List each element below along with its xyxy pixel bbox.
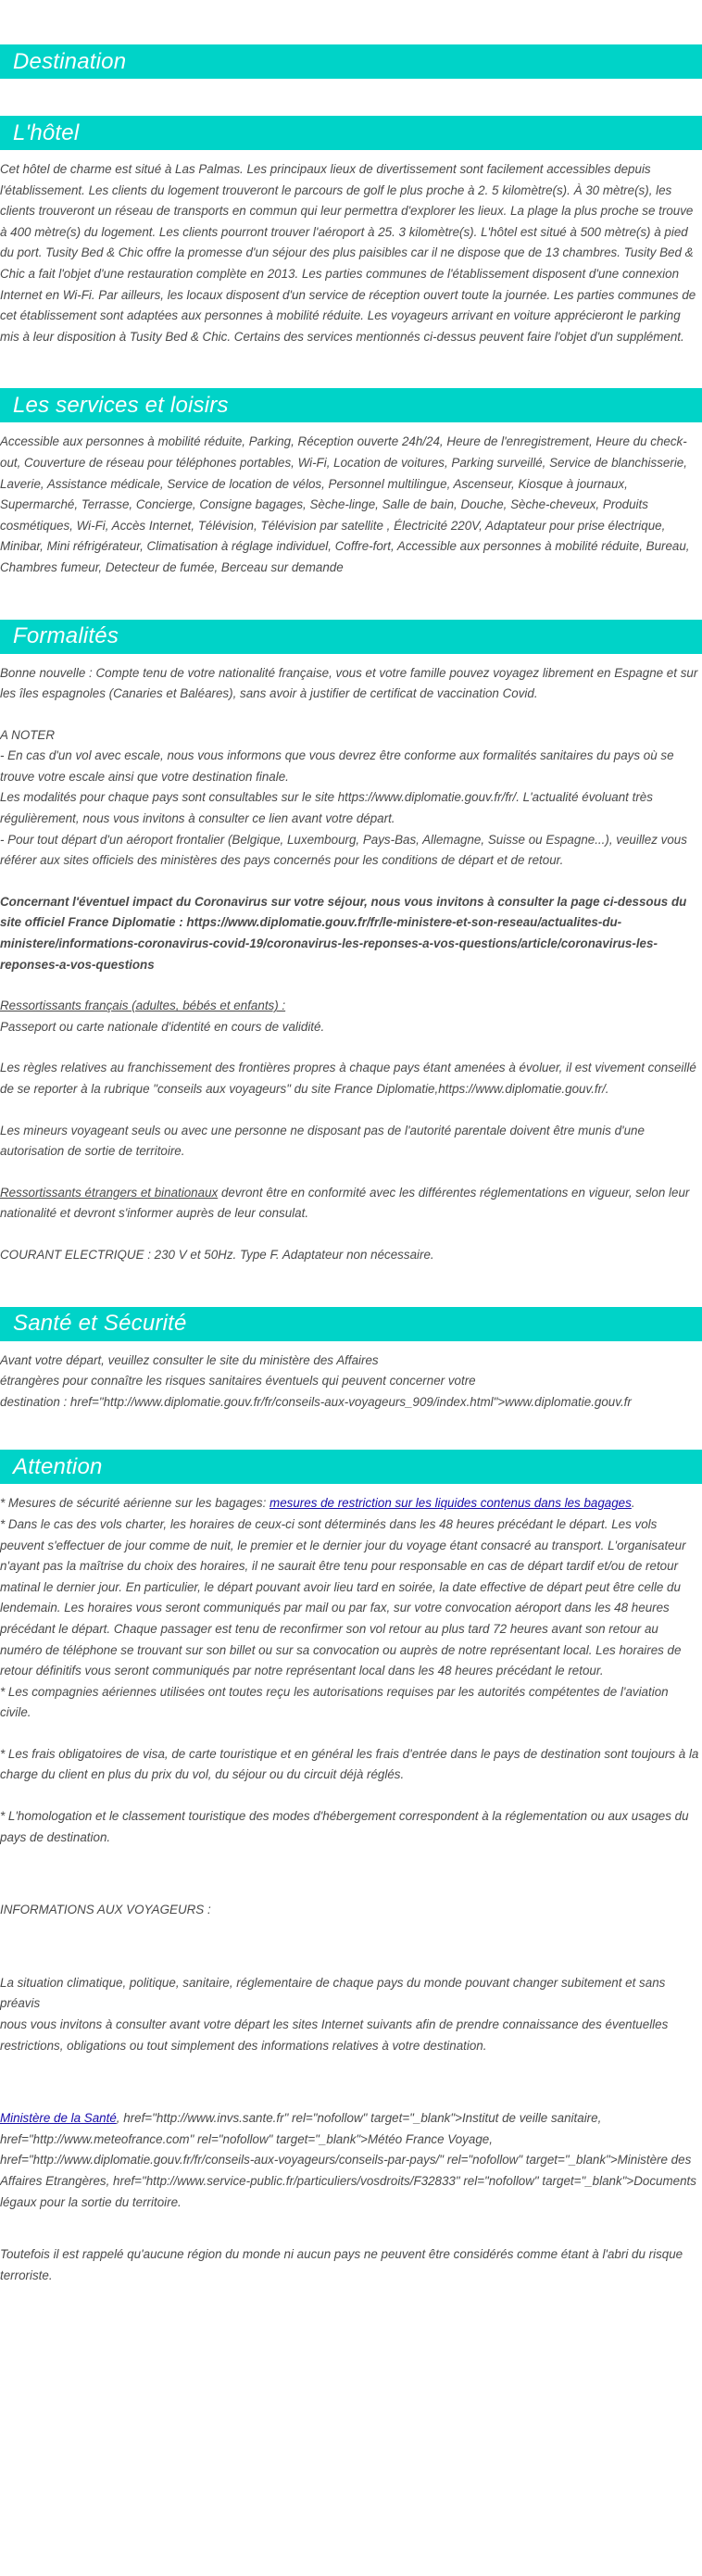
- section-title: L'hôtel: [13, 119, 80, 145]
- a-noter-heading: A NOTER: [0, 727, 56, 742]
- attention-body: [0, 1484, 702, 2286]
- sante-line-2: étrangères pour connaître les risques sanitaires éventuels qui peuvent concerner votre: [0, 1374, 476, 1389]
- french-nationals-text: Passeport ou carte nationale d'identité en cours de validité.: [0, 1019, 325, 1034]
- section-title: Formalités: [13, 623, 119, 648]
- section-hotel: [0, 116, 702, 347]
- electric-current: COURANT ELECTRIQUE : 230 V et 50Hz. Type F. Adaptateur non nécessaire.: [0, 1247, 434, 1262]
- formalites-intro: Bonne nouvelle : Compte tenu de votre nationalité française, vous et votre famille pouvez voyagez librement en Espagne et sur les îles espagnoles (Canaries et Baléares), sans avoir à justifier de certificat de vaccination Covid.: [0, 665, 698, 701]
- visa-fees: * Les frais obligatoires de visa, de carte touristique et en général les frais d'entrée dans le pays de destination sont toujours à la charge du client en plus du prix du vol, du séjour ou du circuit déjà réglés.: [0, 1746, 699, 1782]
- situation-advice: nous vous invitons à consulter avant votre départ les sites Internet suivants afin de prendre connaissance des éventuelles restrictions, obligations ou tout simplement des informations relatives à votre destination.: [0, 2017, 669, 2053]
- section-formalites: [0, 620, 702, 1266]
- section-services: [0, 388, 702, 578]
- liquids-restriction-link[interactable]: mesures de restriction sur les liquides contenus dans les bagages: [270, 1496, 632, 1511]
- foreign-nationals: [0, 1183, 700, 1225]
- terrorism-warning: Toutefois il est rappelé qu'aucune région du monde ni aucun pays ne peuvent être considérés comme étant à l'abri du risque terroriste.: [0, 2247, 683, 2282]
- french-nationals-label: Ressortissants français (adultes, bébés et enfants) :: [0, 999, 286, 1013]
- security-measures-text: * Mesures de sécurité aérienne sur les bagages:: [0, 1496, 270, 1511]
- traveler-info-heading: INFORMATIONS AUX VOYAGEURS :: [0, 1903, 211, 1917]
- hotel-description: [0, 150, 702, 347]
- sante-line-3: destination : href="http://www.diplomatie.gouv.fr/fr/conseils-aux-voyageurs_909/index.html">www.diplomatie.gouv.fr: [0, 1394, 632, 1409]
- section-header: [0, 1307, 702, 1341]
- note-modalites: Les modalités pour chaque pays sont consultables sur le site https://www.diplomatie.gouv.fr/fr/. L'actualité évoluant très régulièrement, nous vous invitons à consulter ce lien avant votre départ.: [0, 790, 653, 826]
- section-title: Les services et loisirs: [13, 392, 229, 418]
- charter-flights: * Dans le cas des vols charter, les horaires de ceux-ci sont déterminés dans les 48 heures précédant le départ. Les vols peuvent s'effectuer de jour comme de nuit, le premier et le dernier jour du voyage étant consacré au transport. L'organisateur n'ayant pas la maîtrise du choix des horaires, il ne saurait être tenu pour responsable en cas de départ tardif et/ou de retour matinal le dernier jour. En particulier, le départ pouvant avoir lieu tard en soirée, la date effective de départ peut être celle du lendemain. Les horaires vous seront communiqués par mail ou par fax, sur votre convocation aéroport dans les 48 heures précédant le départ. Chaque passager est tenu de reconfirmer son vol retour au plus tard 72 heures avant son retour au numéro de téléphone se trouvant sur son billet ou sur sa convocation ou auprès de notre représentant local. Les horaires de retour définitifs vous seront communiqués par notre représentant local dans les 48 heures précédant le retour.: [0, 1516, 686, 1678]
- hotel-text: Cet hôtel de charme est situé à Las Palmas. Les principaux lieux de divertissement sont facilement accessibles depuis l'établissement. Les clients du logement trouveront le parcours de golf le plus proche à 2. 5 kilomètre(s). À 30 mètre(s), les clients trouveront un réseau de transports en commun qui leur permettra d'explorer les lieux. La plage la plus proche se trouve à 400 mètre(s) du logement. Les clients pourront trouver l'aéroport à 25. 3 kilomètre(s). L'hôtel est situé à 500 mètre(s) à pied du port. Tusity Bed & Chic offre la promesse d'un séjour des plus paisibles car il ne dispose que de 13 chambres. Tusity Bed & Chic a fait l'objet d'une restauration complète en 2013. Les parties communes de l'établissement disposent d'une connexion Internet en Wi-Fi. Par ailleurs, les locaux disposent d'un service de réception ouvert toute la journée. Les parties communes de cet établissement sont adaptées aux personnes à mobilité réduite. Les voyageurs arrivant en voiture apprécieront le parking mis à leur disposition à Tusity Bed & Chic. Certains des services mentionnés ci-dessus peuvent faire l'objet d'un supplément.: [0, 162, 696, 344]
- accommodation-classification: * L'homologation et le classement touristique des modes d'hébergement correspondent à la réglementation ou aux usages du pays de destination.: [0, 1809, 689, 1844]
- section-title: Destination: [13, 48, 127, 74]
- note-escale: - En cas d'un vol avec escale, nous vous informons que vous devrez être conforme aux formalités sanitaires du pays où se trouve votre escale ainsi que votre destination finale.: [0, 748, 674, 784]
- covid-notice: Concernant l'éventuel impact du Coronavirus sur votre séjour, nous vous invitons à consulter la page ci-dessous du site officiel France Diplomatie : https://www.diplomatie.gouv.fr/fr/le-ministere-et-son-reseau/actualites-du-ministere/informations-coronavirus-covid-19/coronavirus-les-reponses-a-vos-questions/article/coronavirus-les-reponses-a-vos-questions: [0, 894, 687, 972]
- sante-line-1: Avant votre départ, veuillez consulter le site du ministère des Affaires: [0, 1352, 379, 1367]
- foreign-nationals-label: Ressortissants étrangers et binationaux: [0, 1185, 219, 1200]
- services-list: [0, 422, 702, 578]
- section-header: [0, 388, 702, 422]
- services-text: Accessible aux personnes à mobilité réduite, Parking, Réception ouverte 24h/24, Heure de l'enregistrement, Heure du check-out, Couverture de réseau pour téléphones portables, Wi-Fi, Location de voitures, Parking surveillé, Service de blanchisserie, Laverie, Assistance médicale, Service de location de vélos, Personnel multilingue, Ascenseur, Kiosque à journaux, Supermarché, Terrasse, Concierge, Consigne bagages, Sèche-linge, Salle de bain, Douche, Sèche-cheveux, Produits cosmétiques, Wi-Fi, Accès Internet, Télévision, Télévision par satellite , Électricité 220V, Adaptateur pour prise électrique, Minibar, Mini réfrigérateur, Climatisation à réglage individuel, Coffre-fort, Accessible aux personnes à mobilité réduite, Bureau, Chambres fumeur, Detecteur de fumée, Berceau sur demande: [0, 434, 690, 574]
- situation-warning: La situation climatique, politique, sanitaire, réglementaire de chaque pays du monde pouvant changer subitement et sans préavis: [0, 1975, 666, 2011]
- border-rules: Les règles relatives au franchissement des frontières propres à chaque pays étant amenées à évoluer, il est vivement conseillé de se reporter à la rubrique "conseils aux voyageurs" du site France Diplomatie,https://www.diplomatie.gouv.fr/.: [0, 1061, 696, 1096]
- useful-links: [0, 2108, 700, 2213]
- section-attention: [0, 1450, 702, 2286]
- section-header: [0, 620, 702, 654]
- foreign-nationals-text: devront être en conformité avec les différentes réglementations en vigueur, selon leur nationalité et devront s'informer auprès de leur consulat.: [0, 1185, 690, 1221]
- section-header: [0, 1450, 702, 1484]
- airline-authorizations: * Les compagnies aériennes utilisées ont toutes reçu les autorisations requises par les autorités compétentes de l'aviation civile.: [0, 1684, 669, 1720]
- section-sante: [0, 1307, 702, 1414]
- section-title: Attention: [13, 1453, 103, 1479]
- security-measures-end: .: [631, 1496, 635, 1511]
- section-header: [0, 44, 702, 79]
- section-destination: [0, 44, 702, 79]
- section-title: Santé et Sécurité: [13, 1311, 187, 1337]
- sante-body: [0, 1341, 702, 1414]
- formalites-body: [0, 654, 702, 1266]
- note-frontalier: - Pour tout départ d'un aéroport frontalier (Belgique, Luxembourg, Pays-Bas, Allemagne, Suisse ou Espagne...), veuillez vous référer aux sites officiels des ministères des pays concernés pour les conditions de départ et de retour.: [0, 832, 687, 868]
- useful-links-text: , href="http://www.invs.sante.fr" rel="nofollow" target="_blank">Institut de veille sanitaire, href="http://www.meteofrance.com" rel="nofollow" target="_blank">Météo France Voyage, href="http://www.diplomatie.gouv.fr/fr/conseils-aux-voyageurs/conseils-par-pays/" rel="nofollow" target="_blank">Ministère des Affaires Etrangères, href="http://www.service-public.fr/particuliers/vosdroits/F32833" rel="nofollow" target="_blank">Documents légaux pour la sortie du territoire.: [0, 2111, 696, 2209]
- ministere-sante-link[interactable]: Ministère de la Santé: [0, 2111, 117, 2126]
- section-header: [0, 116, 702, 150]
- minors-rules: Les mineurs voyageant seuls ou avec une personne ne disposant pas de l'autorité parentale doivent être munis d'une autorisation de sortie de territoire.: [0, 1123, 645, 1159]
- security-measures: [0, 1493, 700, 1514]
